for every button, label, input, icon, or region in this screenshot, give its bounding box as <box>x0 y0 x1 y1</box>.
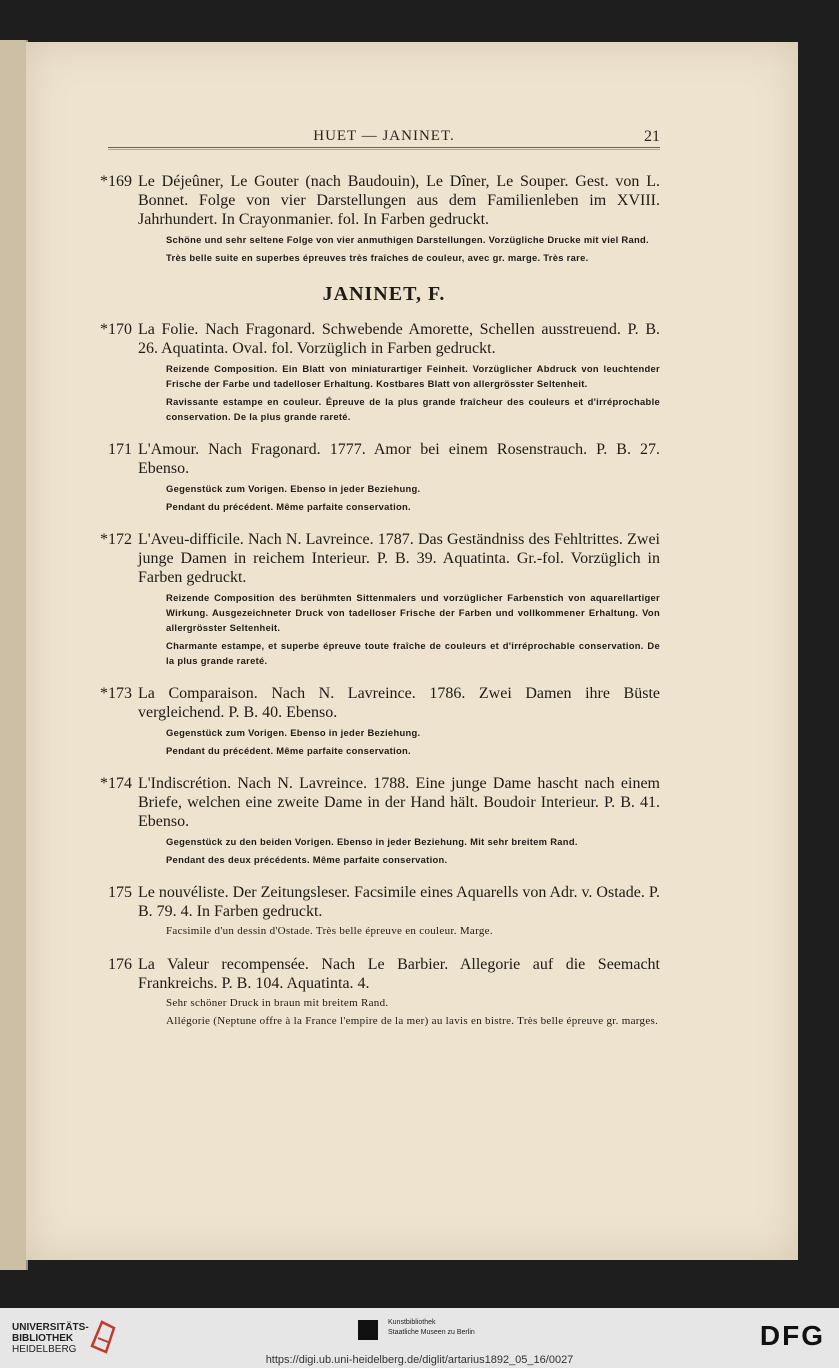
ub-heidelberg-logo[interactable] <box>12 1322 89 1355</box>
kunstbibliothek-icon <box>358 1320 378 1340</box>
entry-number: *172 <box>100 531 132 548</box>
entry-text: La Folie. Nach Fragonard. Schwebende Amorette, Schellen ausstreuend. P. B. 26. Aquatinta. Oval. fol. Vorzüglich in Farben gedruckt. <box>138 321 660 357</box>
entry-note-french: Pendant du précédent. Même parfaite conservation. <box>166 745 411 756</box>
entry-text: La Valeur recompensée. Nach Le Barbier. Allegorie auf die Seemacht Frankreichs. P. B. 104. Aquatinta. 4. <box>138 956 660 992</box>
entry-number: *169 <box>100 173 132 190</box>
entry-number: 176 <box>108 956 132 973</box>
entry-note-german: Reizende Composition des berühmten Sittenmalers und vorzüglicher Farbenstich von aquarellartiger Wirkung. Ausgezeichneter Druck von tadelloser Frische der Farben und vollkommener Erhaltung. Von allergrösster Seltenheit. <box>166 592 660 633</box>
catalogue-entry <box>108 883 660 939</box>
catalogue-entry <box>108 955 660 1029</box>
entry-note-french: Très belle suite en superbes épreuves très fraîches de couleur, avec gr. marge. Très rare. <box>166 252 589 263</box>
section-title: JANINET, F. <box>322 283 446 305</box>
entry-note-german: Schöne und sehr seltene Folge von vier anmuthigen Darstellungen. Vorzügliche Drucke mit viel Rand. <box>166 234 649 245</box>
entry-number: *170 <box>100 321 132 338</box>
document-url[interactable]: https://digi.ub.uni-heidelberg.de/diglit/artarius1892_05_16/0027 <box>265 1354 574 1366</box>
entry-number: *174 <box>100 775 132 792</box>
running-title: HUET — JANINET. <box>313 128 455 144</box>
viewer-footer <box>0 1308 839 1368</box>
entry-text: Le nouvéliste. Der Zeitungsleser. Facsimile eines Aquarells von Adr. v. Ostade. P. B. 79. 4. In Farben gedruckt. <box>138 884 660 920</box>
ub-line-3: HEIDELBERG <box>12 1344 77 1355</box>
entry-note-german: Gegenstück zum Vorigen. Ebenso in jeder Beziehung. <box>166 727 421 738</box>
catalogue-entry <box>100 530 660 668</box>
ub-mark-icon <box>88 1316 118 1356</box>
entry-text: L'Amour. Nach Fragonard. 1777. Amor bei einem Rosenstrauch. P. B. 27. Ebenso. <box>138 441 660 477</box>
catalogue-entry <box>100 774 660 867</box>
ub-line-1: UNIVERSITÄTS- <box>12 1322 89 1333</box>
entry-note-french: Pendant du précédent. Même parfaite conservation. <box>166 501 411 512</box>
entry-note-french: Allégorie (Neptune offre à la France l'empire de la mer) au lavis en bistre. Très belle épreuve gr. marges. <box>166 1015 659 1027</box>
entry-number: 175 <box>108 884 132 901</box>
entry-text: La Comparaison. Nach N. Lavreince. 1786. Zwei Damen ihre Büste vergleichend. P. B. 40. Ebenso. <box>138 685 660 721</box>
entry-note-french: Pendant des deux précédents. Même parfaite conservation. <box>166 854 448 865</box>
facing-page-edge <box>0 40 28 1270</box>
entry-note-french: Charmante estampe, et superbe épreuve toute fraîche de couleurs et d'irréprochable conservation. De la plus grande rareté. <box>166 640 660 666</box>
entry-note-german: Gegenstück zu den beiden Vorigen. Ebenso in jeder Beziehung. Mit sehr breitem Rand. <box>166 836 578 847</box>
kb-line-2: Staatliche Museen zu Berlin <box>388 1329 475 1336</box>
header-rule <box>108 147 660 148</box>
catalogue-entry <box>100 172 660 265</box>
entry-text: Le Déjeûner, Le Gouter (nach Baudouin), Le Dîner, Le Souper. Gest. von L. Bonnet. Folge von vier Darstellungen aus dem Familienleben im XVIII. Jahrhundert. In Crayonmanier. fol. In Farben gedruckt. <box>138 173 660 228</box>
ub-line-2: BIBLIOTHEK <box>12 1333 74 1344</box>
entry-note-german: Sehr schöner Druck in braun mit breitem Rand. <box>166 997 389 1009</box>
dfg-logo[interactable]: DFG <box>759 1320 825 1351</box>
kunstbibliothek-logo[interactable] <box>388 1318 475 1338</box>
entry-note-french: Ravissante estampe en couleur. Épreuve de la plus grande fraîcheur des couleurs et d'irréprochable conservation. De la plus grande rareté. <box>166 396 660 422</box>
entry-number: 171 <box>108 441 132 458</box>
entry-note-german: Reizende Composition. Ein Blatt von miniaturartiger Feinheit. Vorzüglicher Abdruck von leuchtender Frische der Farbe und tadelloser Erhaltung. Kostbares Blatt von allergrösster Seltenheit. <box>166 363 660 389</box>
page-content <box>100 172 660 1045</box>
entry-text: L'Aveu-difficile. Nach N. Lavreince. 1787. Das Geständniss des Fehltrittes. Zwei junge Damen in reichem Interieur. P. B. 39. Aquatinta. Gr.-fol. Vorzüglich in Farben gedruckt. <box>138 531 660 586</box>
catalogue-entry <box>100 684 660 758</box>
entry-note-french: Facsimile d'un dessin d'Ostade. Très belle épreuve en couleur. Marge. <box>166 925 493 937</box>
catalogue-entry <box>100 320 660 424</box>
header-rule-secondary <box>108 149 660 150</box>
entry-number: *173 <box>100 685 132 702</box>
entry-text: L'Indiscrétion. Nach N. Lavreince. 1788. Eine junge Dame hascht nach einem Briefe, welchen eine zweite Dame in der Hand hält. Boudoir Interieur. P. B. 41. Ebenso. <box>138 775 660 830</box>
catalogue-entry <box>108 440 660 514</box>
kb-line-1: Kunstbibliothek <box>388 1319 436 1326</box>
page-number: 21 <box>644 128 660 145</box>
entry-note-german: Gegenstück zum Vorigen. Ebenso in jeder Beziehung. <box>166 483 421 494</box>
